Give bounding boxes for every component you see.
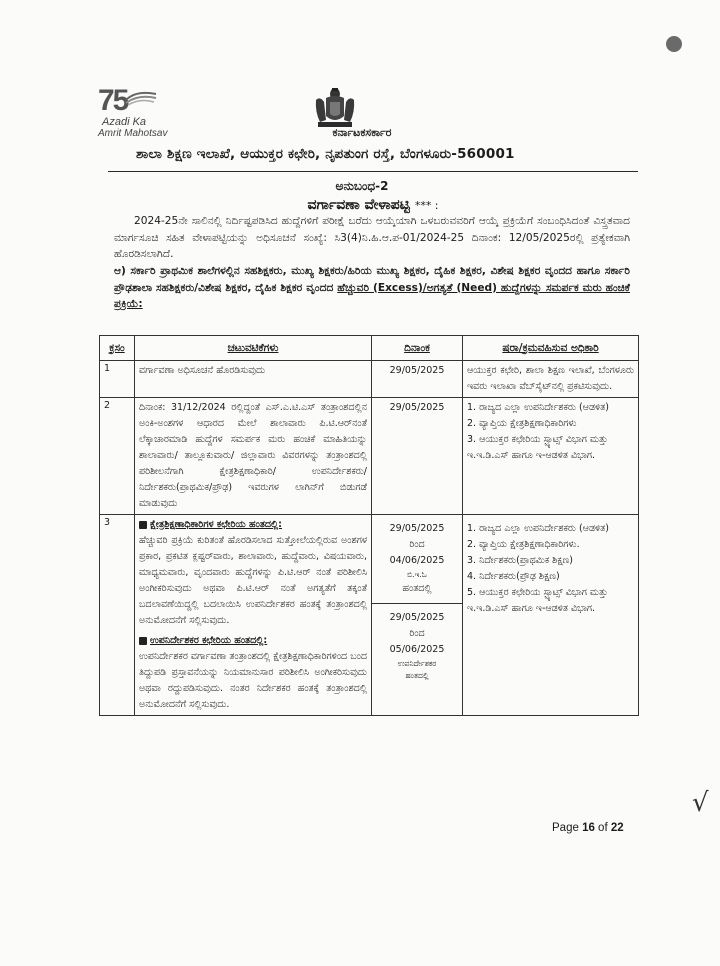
date2-from: 29/05/2025 (389, 612, 445, 623)
date-separator (372, 603, 462, 604)
bullet-icon (139, 637, 147, 645)
date1-stage-suffix: ಹಂತದಲ್ಲಿ (402, 583, 432, 594)
col-header-sl: ಕ್ರಸಂ (100, 336, 135, 361)
section-a-tail: ಹೆಚ್ಚುವರಿ (Excess)/ಅಗತ್ಯತೆ (Need) ಹುದ್ದೆಗಳನ್ನು ಸಮರ್ಪಕ ಮರು ಹಂಚಿಕೆ ಪ್ರಕ್ರಿಯೆ: (114, 281, 630, 310)
remark-item: 3. ಆಯುಕ್ತರ ಕಛೇರಿಯ ಸ್ಟ್ಯಾಟ್ಸ್ ವಿಭಾಗ ಮತ್ತು ಇ.ಇ.ಡಿ.ಎಸ್ ಹಾಗೂ ಇ-ಆಡಳಿತ ವಿಭಾಗ. (467, 434, 608, 461)
row-sl: 1 (100, 361, 135, 398)
beo-stage-text: ಹೆಚ್ಚುವರಿ ಪ್ರಕ್ರಿಯೆ ಕುರಿತಂತೆ ಹೊರಡಿಸಲಾದ ಸುತ್ತೋಲೆಯಲ್ಲಿರುವ ಅಂಶಗಳ ಪ್ರಕಾರ, ಪ್ರಕಟಿತ ಕ್ಲಷ್ಟರ್‌ವಾರು, ಶಾಲಾವಾರು, ಹುದ್ದೆವಾರು, ವಿಷಯವಾರು, ಮಾಧ್ಯಮವಾರು, ವೃಂದವಾರು ಹುದ್ದೆಗಳನ್ನು ಪಿ.ಟಿ.ಆರ್ ನಂತೆ ಪರಿಶೀಲಿಸಿ ಅಂಗೀಕರಿಸುವುದು ಅಥವಾ ಪಿ.ಟಿ.ಆರ್ ನಂತೆ ಅಗತ್ಯತೆಗೆ ತಕ್ಕಂತೆ ಬದಲಾವಣೆಯಿದ್ದಲ್ಲಿ ಬದಲಾಯಿಸಿ ಉಪನಿರ್ದೇಶಕರ ಹಂತಕ್ಕೆ ತಂತ್ರಾಂಶದಲ್ಲಿ ಅನುಮೋದನೆಗೆ ಸಲ್ಲಿಸುವುದು. (139, 535, 367, 626)
remark-item: 2. ವ್ಯಾಪ್ತಿಯ ಕ್ಷೇತ್ರಶಿಕ್ಷಣಾಧಿಕಾರಿಗಳು. (467, 539, 580, 550)
page-current: 16 (582, 822, 595, 834)
date2-stage-suffix: ಹಂತದಲ್ಲಿ (405, 671, 429, 680)
col-header-remarks: ಷರಾ/ಕ್ರಮವಹಿಸುವ ಅಧಿಕಾರಿ (463, 336, 639, 361)
margin-tick-mark: √ (692, 788, 709, 818)
table-row (100, 361, 639, 398)
annexure-label: ಅನುಬಂಧ-2 (335, 179, 389, 193)
beo-stage-title: ಕ್ಷೇತ್ರಶಿಕ್ಷಣಾಧಿಕಾರಿಗಳ ಕಛೇರಿಯ ಹಂತದಲ್ಲಿ: (150, 519, 282, 530)
state-government-heading: ಕರ್ನಾಟಕಸರ್ಕಾರ (332, 126, 392, 139)
table-row (100, 515, 639, 716)
col-header-date: ದಿನಾಂಕ (372, 336, 463, 361)
row-sl: 3 (100, 515, 135, 716)
row-date: 29/05/2025 (372, 398, 463, 515)
section-a-text: ಆ) ಸರ್ಕಾರಿ ಪ್ರಾಥಮಿಕ ಶಾಲೆಗಳಲ್ಲಿನ ಸಹಶಿಕ್ಷಕರು, ಮುಖ್ಯ ಶಿಕ್ಷಕರು/ಹಿರಿಯ ಮುಖ್ಯ ಶಿಕ್ಷಕರ, ದೈಹಿಕ ಶಿಕ್ಷಕರ, ವಿಶೇಷ ಶಿಕ್ಷಕರ ವೃಂದದ ಹಾಗೂ ಸರ್ಕಾರಿ ಪ್ರೌಢಶಾಲಾ ಸಹಶಿಕ್ಷಕರು/ವಿಶೇಷ ಶಿಕ್ಷಕರ, ದೈಹಿಕ ಶಿಕ್ಷಕರ ವೃಂದದ (114, 265, 630, 294)
row-activity: ವರ್ಗಾವಣಾ ಅಧಿಸೂಚನೆ ಹೊರಡಿಸುವುದು (135, 361, 372, 398)
section-a-paragraph (114, 263, 630, 313)
karnataka-emblem-icon (312, 86, 358, 130)
row-date: 29/05/2025 (372, 361, 463, 398)
department-address-heading: ಶಾಲಾ ಶಿಕ್ಷಣ ಇಲಾಖೆ, ಆಯುಕ್ತರ ಕಛೇರಿ, ನೃಪತುಂಗ ರಸ್ತೆ, ಬೆಂಗಳೂರು-560001 (136, 146, 515, 162)
table-header-row (100, 336, 639, 361)
document-title (0, 197, 720, 213)
title-marks: *** : (414, 199, 439, 212)
row-activity: ದಿನಾಂಕ: 31/12/2024 ರಲ್ಲಿದ್ದಂತೆ ಎಸ್.ಎ.ಟಿ.ಎಸ್ ತಂತ್ರಾಂಶದಲ್ಲಿನ ಅಂಕಿ-ಅಂಶಗಳ ಆಧಾರದ ಮೇಲೆ ಶಾಲಾವಾರು ಪಿ.ಟಿ.ಆರ್‌ನಂತೆ ಲೆಕ್ಕಾಚಾರಮಾಡಿ ಹುದ್ದೆಗಳ ಸಮರ್ಪಕ ಮರು ಹಂಚಿಕೆ ಮಾಹಿತಿಯನ್ನು ಶಾಲಾವಾರು/ ತಾಲ್ಲೂಕುವಾರು/ ಜಿಲ್ಲಾವಾರು ವಿವರಗಳನ್ನು ತಂತ್ರಾಂಶದಲ್ಲಿ ಪರಿಶೀಲನೆಗಾಗಿ ಕ್ಷೇತ್ರಶಿಕ್ಷಣಾಧಿಕಾರಿ/ ಉಪನಿರ್ದೇಶಕರು/ ನಿರ್ದೇಶಕರು(ಪ್ರಾಥಮಿಕ/ಪ್ರೌಢ) ಇವರುಗಳ ಲಾಗಿನ್‌ಗೆ ಬಿಡುಗಡೆ ಮಾಡುವುದು (135, 398, 372, 515)
table-row (100, 398, 639, 515)
ddpi-stage-title: ಉಪನಿರ್ದೇಶಕರ ಕಛೇರಿಯ ಹಂತದಲ್ಲಿ: (150, 635, 268, 646)
punch-hole-mark (666, 36, 682, 52)
col-header-activities: ಚಟುವಟಿಕೆಗಳು (135, 336, 372, 361)
header-divider (108, 171, 638, 172)
date2-to: 05/06/2025 (389, 644, 445, 655)
date2-rindha: ರಿಂದ (409, 628, 425, 639)
row-activity (135, 515, 372, 716)
remark-item: 1. ರಾಜ್ಯದ ಎಲ್ಲಾ ಉಪನಿರ್ದೇಶಕರು (ಆಡಳಿತ) (467, 523, 609, 534)
logo-line-1: Azadi Ka (102, 116, 147, 128)
date1-stage: ಬಿ.ಇ.ಓ (407, 570, 427, 579)
logo-line-2: Amrit Mahotsav (98, 128, 168, 139)
remark-item: 2. ವ್ಯಾಪ್ತಿಯ ಕ್ಷೇತ್ರಶಿಕ್ಷಣಾಧಿಕಾರಿಗಳು (467, 418, 577, 429)
logo-number: 75 (98, 84, 128, 117)
bullet-icon (139, 521, 147, 529)
page-total: 22 (610, 822, 624, 834)
row-remarks (463, 398, 639, 515)
intro-paragraph (114, 213, 630, 263)
date1-from: 29/05/2025 (389, 523, 445, 534)
row-remarks: ಆಯುಕ್ತರ ಕಛೇರಿ, ಶಾಲಾ ಶಿಕ್ಷಣ ಇಲಾಖೆ, ಬೆಂಗಳೂರು ಇವರು ಇಲಾಖಾ ವೆಬ್‌ಸೈಟ್‌ನಲ್ಲಿ ಪ್ರಕಟಿಸುವುದು. (463, 361, 639, 398)
page-number (552, 822, 624, 834)
remark-item: 5. ಆಯುಕ್ತರ ಕಛೇರಿಯ ಸ್ಟ್ಯಾಟ್ಸ್ ವಿಭಾಗ ಮತ್ತು ಇ.ಇ.ಡಿ.ಎಸ್ ಹಾಗೂ ಇ-ಆಡಳಿತ ವಿಭಾಗ. (467, 587, 608, 614)
date1-to: 04/06/2025 (389, 555, 445, 566)
schedule-table (99, 335, 639, 716)
row-date (372, 515, 463, 716)
ddpi-stage-text: ಉಪನಿರ್ದೇಶಕರ ವರ್ಗಾವಣಾ ತಂತ್ರಾಂಶದಲ್ಲಿ ಕ್ಷೇತ್ರಶಿಕ್ಷಣಾಧಿಕಾರಿಗಳಿಂದ ಬಂದ ತಿದ್ದುಪಡಿ ಪ್ರಸ್ತಾವನೆಯನ್ನು ನಿಯಮಾನುಸಾರ ಪರಿಶೀಲಿಸಿ ಅಂಗೀಕರಿಸುವುದು ಅಥವಾ ರದ್ದುಪಡಿಸುವುದು. ನಂತರ ನಿರ್ದೇಶಕರ ಹಂತಕ್ಕೆ ತಂತ್ರಾಂಶದಲ್ಲಿ ಅನುಮೋದನೆಗೆ ಸಲ್ಲಿಸುವುದು. (139, 651, 367, 710)
flag-swoosh-icon (124, 90, 158, 106)
remark-item: 4. ನಿರ್ದೇಶಕರು(ಪ್ರೌಢ ಶಿಕ್ಷಣ) (467, 571, 560, 582)
intro-text: 2024-25ನೇ ಸಾಲಿನಲ್ಲಿ ನಿರ್ದಿಷ್ಟಪಡಿಸಿದ ಹುದ್ದೆಗಳಿಗೆ ಪರೀಕ್ಷೆ ಬರೆದು ಆಯ್ಕೆಯಾಗಿ ಒಳಬರುವವರಿಗೆ ಆಯ್ಕೆ ಪ್ರಕ್ರಿಯೆಗೆ ಸಂಬಂಧಿಸಿದಂತೆ ವಿಸ್ತ್ರತವಾದ ಮಾರ್ಗಸೂಚಿ ಸಹಿತ ವೇಳಾಪಟ್ಟಿಯನ್ನು ಅಧಿಸೂಚನೆ ಸಂಖ್ಯೆ: ಸಿ3(4)ನಿ.ಹಿ.ಆ.ಪ-01/2024-25 ದಿನಾಂಕ: 12/05/2025ರಲ್ಲಿ ಪ್ರತ್ಯೇಕವಾಗಿ ಹೊರಡಿಸಲಾಗಿದೆ. (114, 215, 630, 260)
title-text: ವರ್ಗಾವಣಾ ವೇಳಾಪಟ್ಟಿ (307, 197, 410, 213)
page-prefix: Page (552, 822, 583, 834)
row-sl: 2 (100, 398, 135, 515)
row-remarks (463, 515, 639, 716)
remark-item: 3. ನಿರ್ದೇಶಕರು(ಪ್ರಾಥಮಿಕ ಶಿಕ್ಷಣ) (467, 555, 573, 566)
page-of: of (594, 822, 611, 834)
date2-stage: ಉಪನಿರ್ದೇಶಕರ (397, 659, 437, 668)
remark-item: 1. ರಾಜ್ಯದ ಎಲ್ಲಾ ಉಪನಿರ್ದೇಶಕರು (ಆಡಳಿತ) (467, 402, 609, 413)
date1-rindha: ರಿಂದ (409, 539, 425, 550)
